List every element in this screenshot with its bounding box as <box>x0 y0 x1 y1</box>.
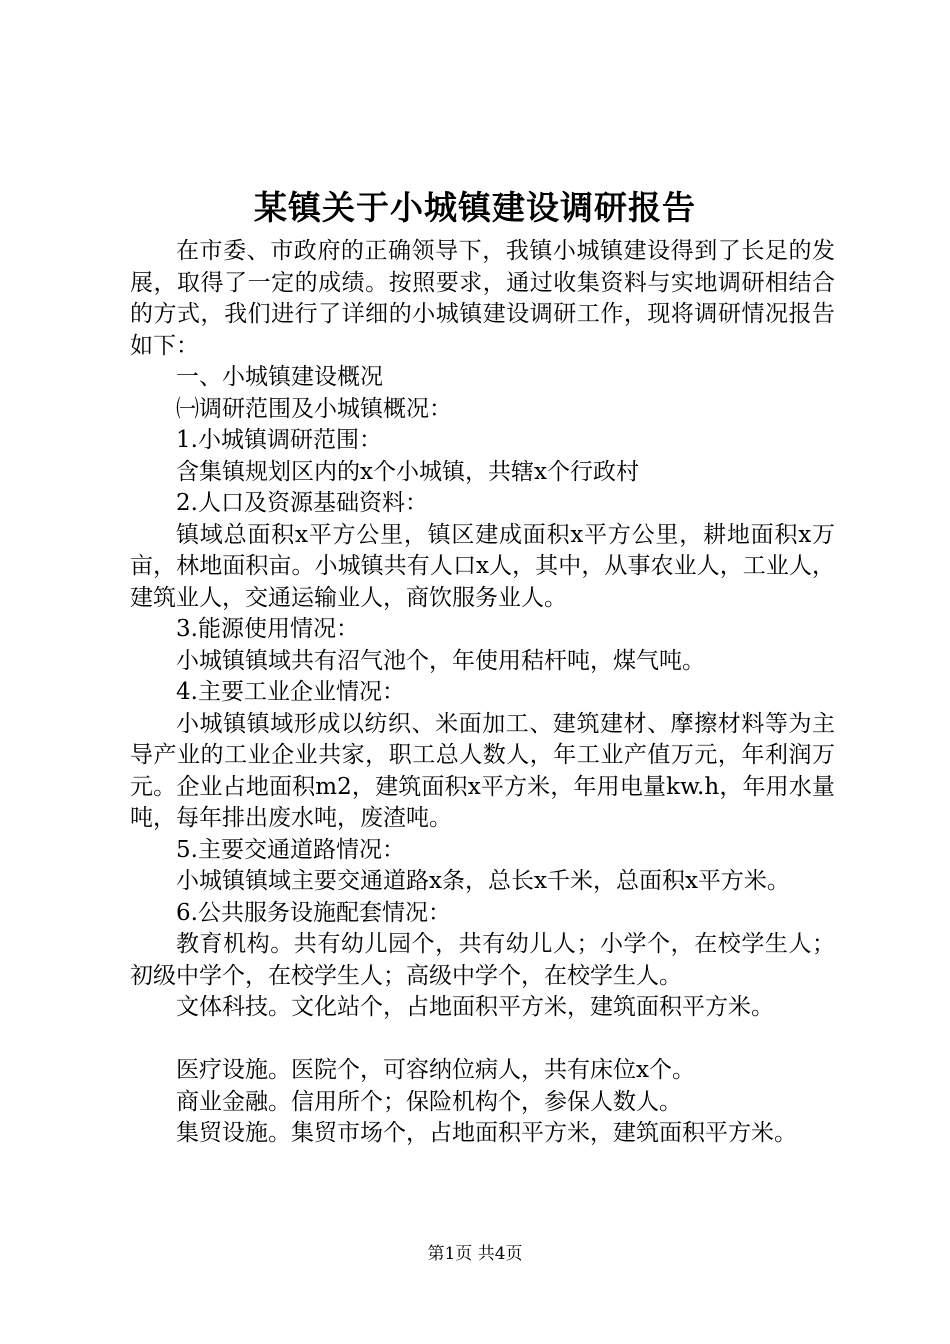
item-heading: 6.公共服务设施配套情况： <box>176 899 451 926</box>
item-heading: 1.小城镇调研范围： <box>176 427 382 453</box>
section-heading: 一、小城镇建设概况 <box>176 364 383 390</box>
paragraph: 医疗设施。医院个，可容纳位病人，共有床位x个。 <box>176 1057 695 1083</box>
item-heading: 4.主要工业企业情况： <box>176 679 405 705</box>
item-heading: 2.人口及资源基础资料： <box>176 490 428 516</box>
paragraph: 教育机构。共有幼儿园个，共有幼儿人；小学个，在校学生人；初级中学个，在校学生人；高级中学个，在校学生人。 <box>130 931 835 989</box>
item-heading: 5.主要交通道路情况： <box>176 836 405 863</box>
paragraph: 含集镇规划区内的x个小城镇，共辖x个行政村 <box>176 458 639 485</box>
blank-line <box>130 1024 835 1056</box>
subsection-heading: ㈠调研范围及小城镇概况： <box>176 395 452 422</box>
paragraph: 文体科技。文化站个，占地面积平方米，建筑面积平方米。 <box>176 994 774 1020</box>
paragraph-intro: 在市委、市政府的正确领导下，我镇小城镇建设得到了长足的发展，取得了一定的成绩。按照要求，通过收集资料与实地调研相结合的方式，我们进行了详细的小城镇建设调研工作，现将调研情况报告如下： <box>130 238 835 359</box>
document-title: 某镇关于小城镇建设调研报告 <box>254 188 696 227</box>
paragraph: 小城镇镇域主要交通道路x条，总长x千米，总面积x平方米。 <box>176 868 790 894</box>
paragraph: 集贸设施。集贸市场个，占地面积平方米，建筑面积平方米。 <box>176 1120 797 1146</box>
paragraph: 商业金融。信用所个；保险机构个，参保人数人。 <box>176 1088 682 1115</box>
paragraph: 小城镇镇域形成以纺织、米面加工、建筑建材、摩擦材料等为主导产业的工业企业共家，职工总人数人，年工业产值万元，年利润万元。企业占地面积m2，建筑面积x平方米，年用电量kw.h，年用水量吨，每年排出废水吨，废渣吨。 <box>130 710 835 831</box>
document-body <box>130 236 835 1150</box>
item-heading: 3.能源使用情况： <box>176 616 359 642</box>
paragraph: 小城镇镇域共有沼气池个，年使用秸杆吨，煤气吨。 <box>176 647 705 674</box>
page-footer: 第1页 共4页 <box>427 1244 523 1264</box>
paragraph: 镇域总面积x平方公里，镇区建成面积x平方公里，耕地面积x万亩，林地面积亩。小城镇共有人口x人，其中，从事农业人，工业人，建筑业人，交通运输业人，商饮服务业人。 <box>130 521 835 611</box>
